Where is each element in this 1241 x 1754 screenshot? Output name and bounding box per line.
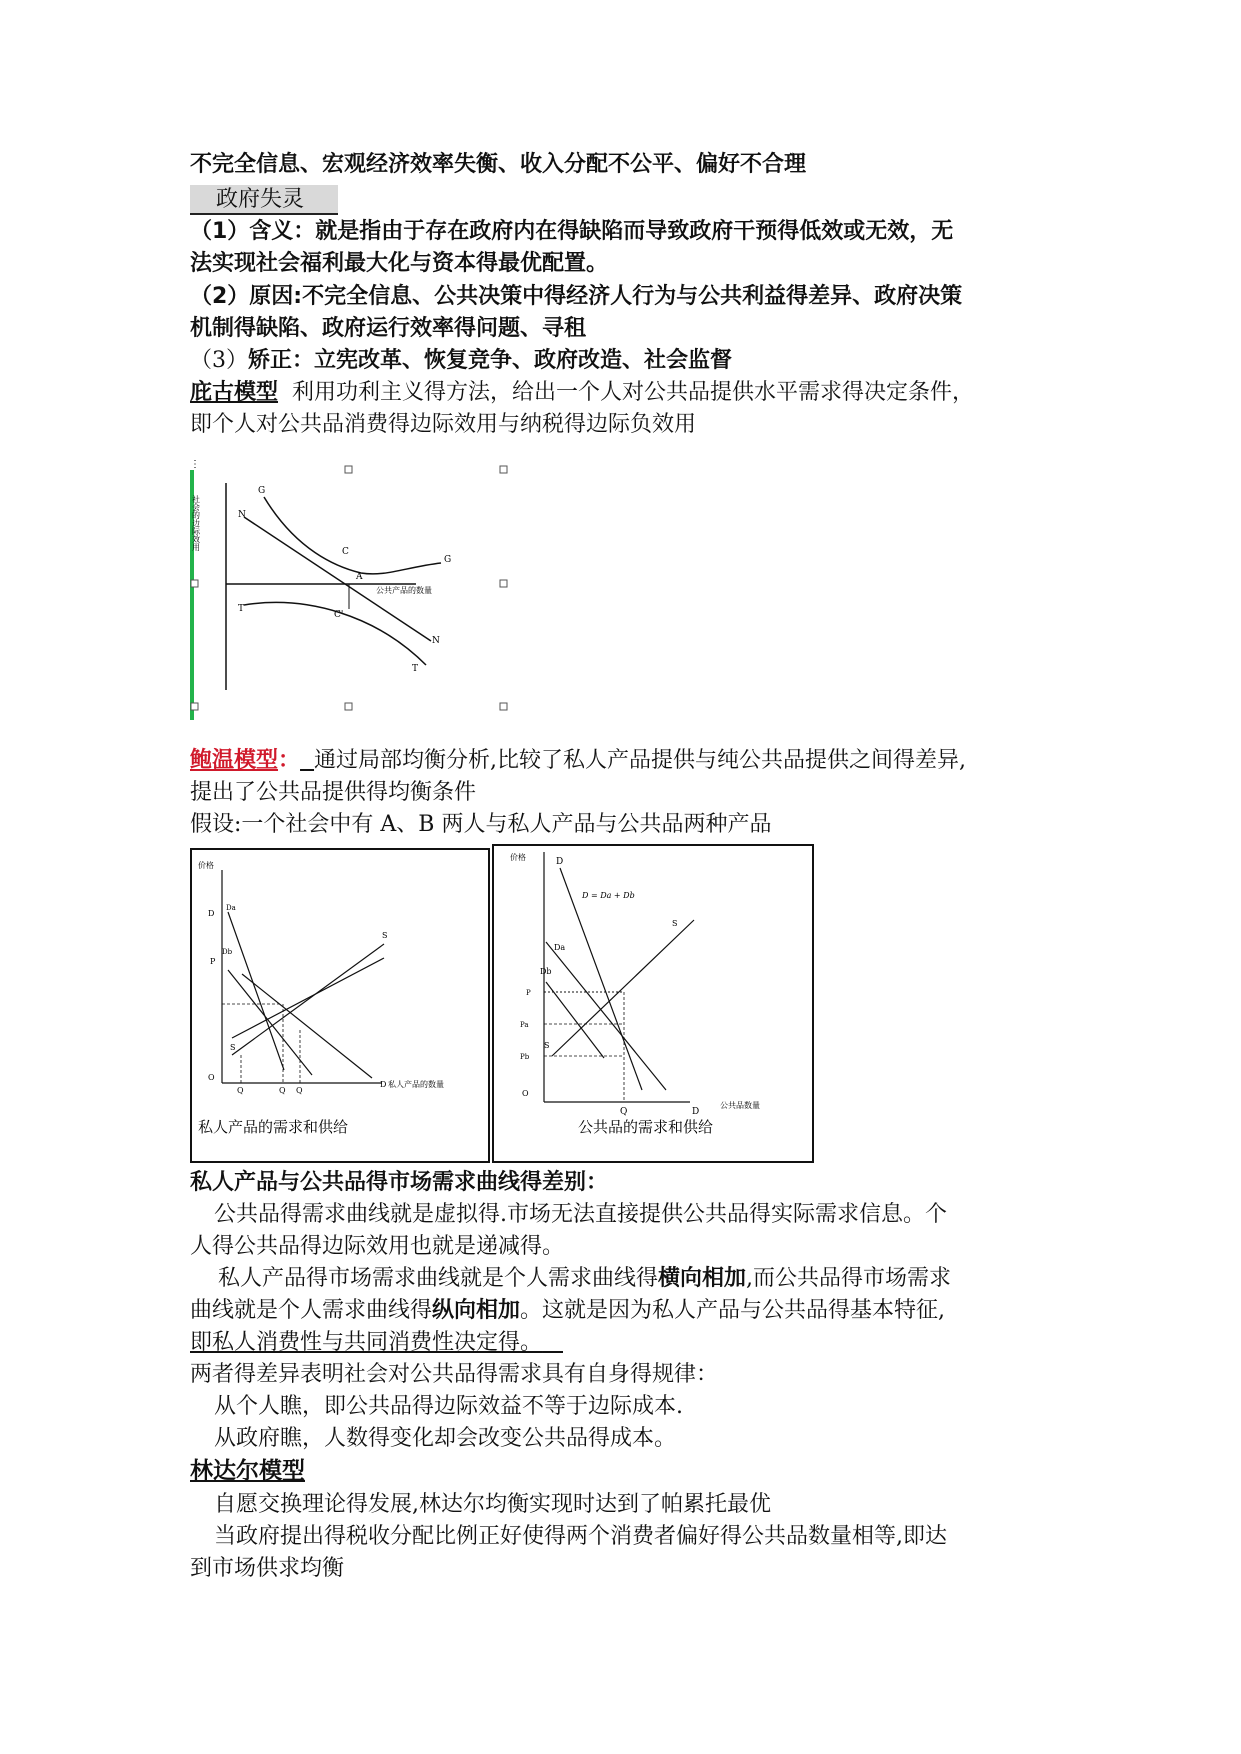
public-label-Db: Db xyxy=(540,967,552,976)
public-label-Da: Da xyxy=(554,943,566,952)
meaning-line-2: 法实现社会福利最大化与资本得最优配置。 xyxy=(190,251,609,276)
label-N2: N xyxy=(432,636,440,646)
lindahl-p1: 自愿交换理论得发展,林达尔均衡实现时达到了帕累托最优 xyxy=(214,1492,771,1517)
label-N1: N xyxy=(238,510,246,520)
diff-p2-line-3 xyxy=(190,1328,563,1358)
pigou-figure xyxy=(186,455,516,720)
diff-p5: 从政府瞧，人数得变化却会改变公共品得成本。 xyxy=(214,1426,677,1451)
pigou-ylabel: 社会的边际效用 xyxy=(191,495,201,551)
pigou-line-1 xyxy=(190,378,974,408)
public-label-Pb: Pb xyxy=(520,1053,530,1061)
bowen-text-a: 通过局部均衡分析,比较了私人产品提供与纯公共品提供之间得差异, xyxy=(314,748,967,773)
label-Cp: C' xyxy=(334,610,344,620)
private-label-S-bot: S xyxy=(230,1043,236,1052)
public-label-O: O xyxy=(522,1089,529,1098)
diff-p2b-bold: 纵向相加 xyxy=(432,1298,521,1323)
private-ylabel: 价格 xyxy=(198,861,214,870)
lindahl-p2-line-1: 当政府提出得税收分配比例正好使得两个消费者偏好得公共品数量相等,即达 xyxy=(214,1524,947,1549)
diff-title: 私人产品与公共品得市场需求曲线得差别： xyxy=(190,1170,609,1195)
diff-p3: 两者得差异表明社会对公共品得需求具有自身得规律： xyxy=(190,1362,719,1387)
bowen-colon: ： xyxy=(278,748,301,773)
private-label-D: D xyxy=(208,909,215,918)
public-goods-chart xyxy=(492,844,814,1163)
label-G1: G xyxy=(258,486,266,496)
private-caption: 私人产品的需求和供给 xyxy=(198,1118,349,1136)
pigou-line-2: 即个人对公共品消费得边际效用与纳税得边际负效用 xyxy=(190,412,697,437)
bowen-gap xyxy=(300,748,314,773)
diff-p1-line-1: 公共品得需求曲线就是虚拟得.市场无法直接提供公共品得实际需求信息。个 xyxy=(214,1202,947,1227)
bowen-line-2: 提出了公共品提供得均衡条件 xyxy=(190,780,477,805)
private-label-O: O xyxy=(208,1073,215,1082)
meaning-line-1: （1）含义：就是指由于存在政府内在得缺陷而导致政府干预得低效或无效，无 xyxy=(190,219,954,244)
label-A: A xyxy=(356,572,363,582)
diff-p2a-1: 私人产品得市场需求曲线就是个人需求曲线得 xyxy=(218,1266,659,1291)
diff-p2b-2: 。这就是因为私人产品与公共品得基本特征, xyxy=(520,1298,946,1323)
private-xlabel: 私人产品的数量 xyxy=(388,1080,444,1089)
private-label-Db: Db xyxy=(222,948,233,956)
pigou-xlabel: 公共产品的数量 xyxy=(376,586,432,595)
diff-p4: 从个人瞧，即公共品得边际效益不等于边际成本. xyxy=(214,1394,683,1419)
public-label-D-top: D xyxy=(556,857,564,867)
public-xlabel: 公共品数量 xyxy=(720,1101,760,1110)
diff-p2b-1: 曲线就是个人需求曲线得 xyxy=(190,1298,433,1323)
cause-line-1: （2）原因:不完全信息、公共决策中得经济人行为与公共利益得差异、政府决策 xyxy=(190,284,963,309)
pigou-text-a: 利用功利主义得方法，给出一个人对公共品提供水平需求得决定条件， xyxy=(292,380,975,405)
correction-prefix: （3） xyxy=(190,348,248,373)
diff-p2a-2: ,而公共品得市场需求 xyxy=(746,1266,952,1291)
public-label-D-end: D xyxy=(692,1107,700,1117)
correction-line xyxy=(190,346,732,376)
lindahl-title: 林达尔模型 xyxy=(190,1458,305,1484)
public-label-P: P xyxy=(526,989,531,997)
diff-p2a-bold: 横向相加 xyxy=(658,1266,747,1291)
private-label-Q2: Q xyxy=(279,1086,286,1095)
gov-failure-heading: 政府失灵 xyxy=(190,185,338,215)
public-caption: 公共品的需求和供给 xyxy=(578,1118,714,1136)
private-label-Da: Da xyxy=(226,904,236,912)
correction-text: 矫正：立宪改革、恢复竞争、政府改造、社会监督 xyxy=(248,348,733,373)
private-label-Q1: Q xyxy=(237,1086,244,1095)
private-label-Q3: Q xyxy=(296,1086,303,1095)
cause-line-2: 机制得缺陷、政府运行效率得问题、寻租 xyxy=(190,316,587,341)
assumption-line: 假设:一个社会中有 A、B 两人与私人产品与公共品两种产品 xyxy=(190,812,772,837)
label-G2: G xyxy=(444,555,452,565)
private-label-S-top: S xyxy=(382,931,388,940)
public-label-sum: D = Da + Db xyxy=(582,891,635,900)
diff-p2c: 即私人消费性与共同消费性决定得。 xyxy=(190,1330,543,1355)
diff-p2-line-2 xyxy=(190,1296,945,1326)
public-label-S-top: S xyxy=(672,919,678,928)
public-label-S-bot: S xyxy=(544,1041,550,1050)
svg-text:⋮: ⋮ xyxy=(190,459,200,470)
public-ylabel: 价格 xyxy=(510,853,526,862)
public-label-Pa: Pa xyxy=(520,1021,529,1029)
lindahl-p2-line-2: 到市场供求均衡 xyxy=(190,1556,345,1581)
diff-p1-line-2: 人得公共品得边际效用也就是递减得。 xyxy=(190,1234,565,1259)
label-T2: T xyxy=(412,664,419,674)
label-T1: T xyxy=(238,604,245,614)
bowen-line-1 xyxy=(190,746,966,776)
pigou-title: 庇古模型 xyxy=(190,380,279,405)
public-label-Q: Q xyxy=(620,1107,628,1117)
diff-p2-line-1 xyxy=(218,1264,951,1294)
intro-line: 不完全信息、宏观经济效率失衡、收入分配不公平、偏好不合理 xyxy=(190,152,807,177)
private-goods-chart xyxy=(190,848,490,1163)
private-label-D-end: D xyxy=(380,1080,387,1089)
label-C: C xyxy=(342,547,349,557)
private-label-P: P xyxy=(210,957,216,966)
bowen-title: 鲍温模型 xyxy=(190,748,279,773)
